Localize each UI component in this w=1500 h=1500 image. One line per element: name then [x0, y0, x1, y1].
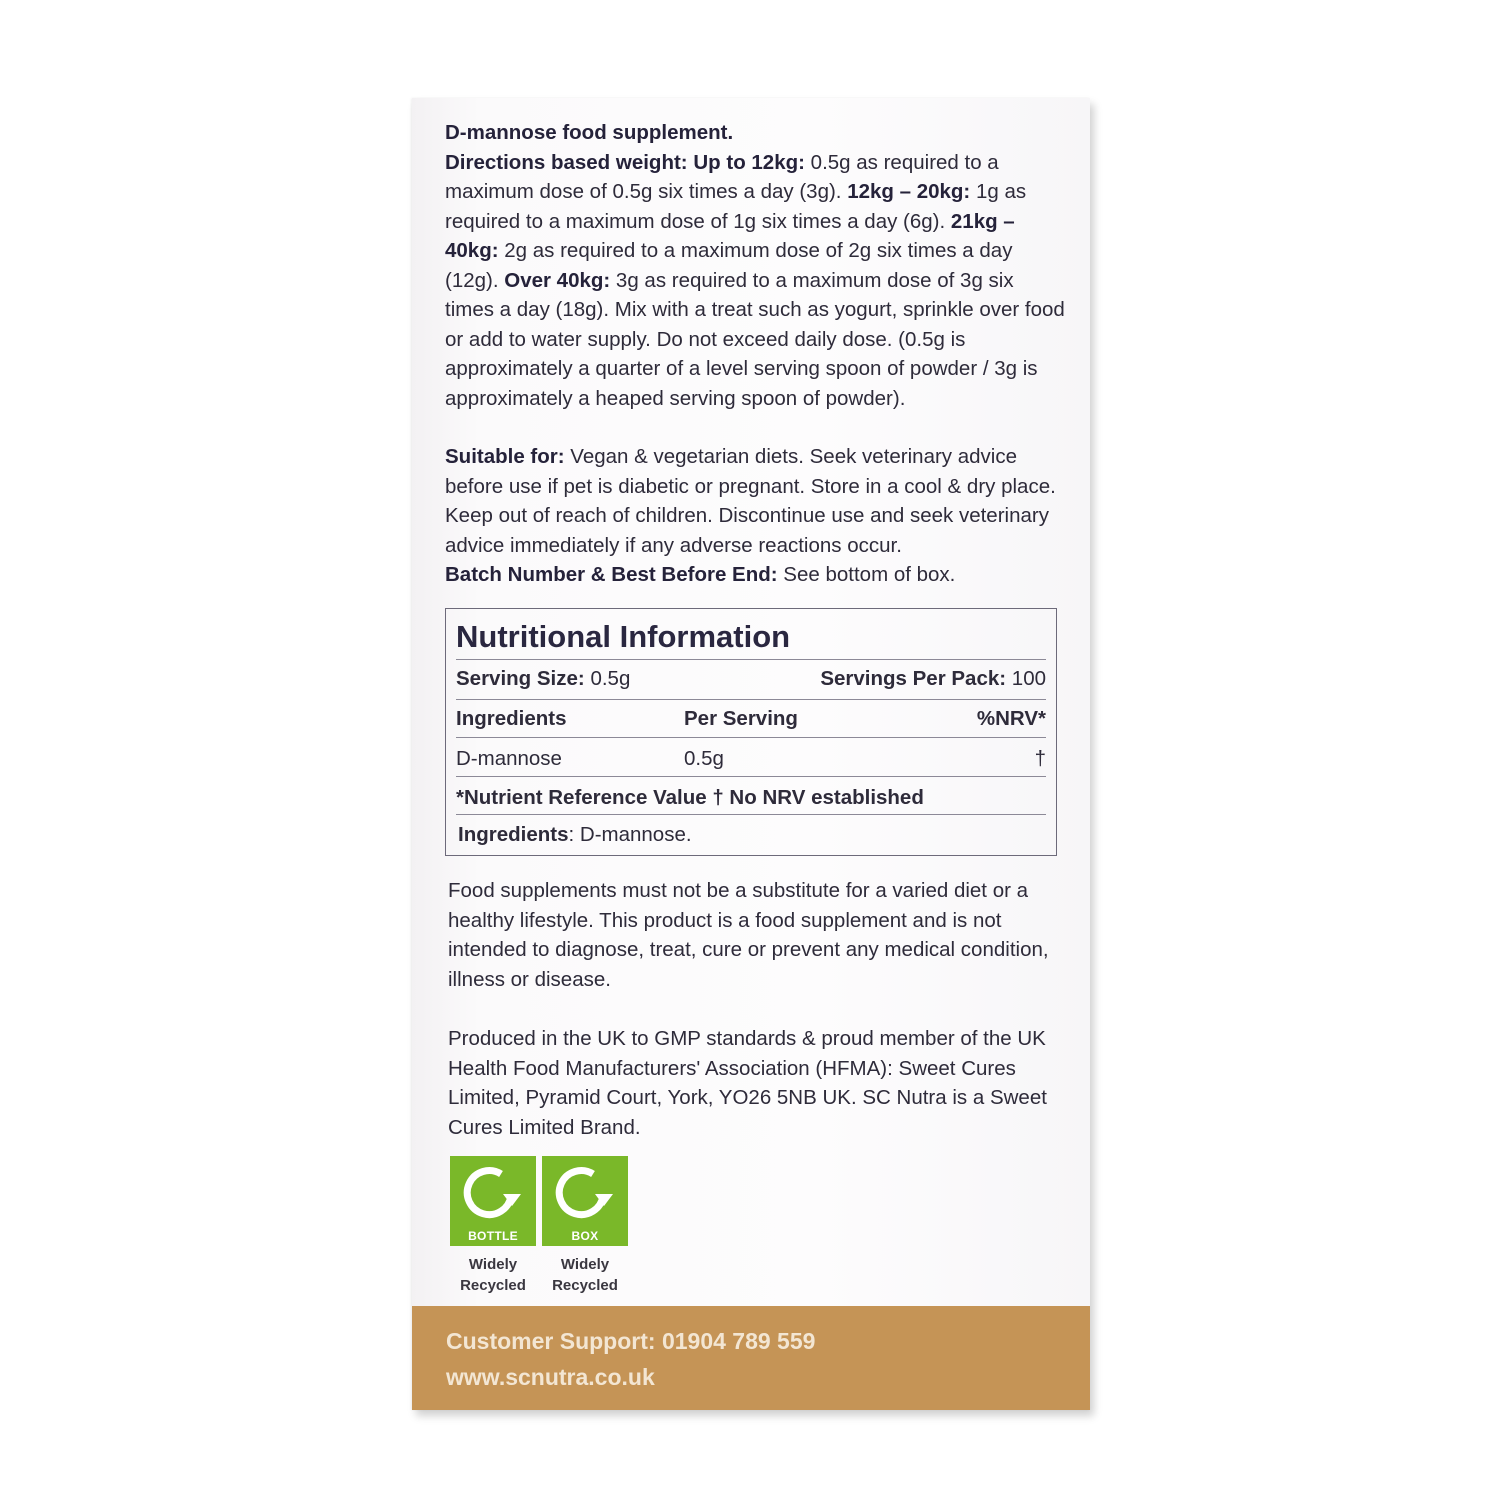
nutrition-divider	[456, 776, 1046, 777]
recycle-tile-label: BOTTLE	[468, 1229, 518, 1243]
recycle-arrow-icon	[553, 1162, 617, 1222]
batch-text: See bottom of box.	[777, 563, 956, 586]
nutrition-title: Nutritional Information	[456, 619, 791, 654]
suitable-label: Suitable for:	[445, 445, 565, 468]
weight-1-text: 0.5g as required to a maximum dose of 0.5g six times a day (3g).	[445, 150, 999, 203]
ingredients-label: Ingredients	[458, 823, 569, 846]
col-per-serving: Per Serving	[684, 707, 798, 730]
row-amount: 0.5g	[684, 747, 724, 770]
nutrition-divider	[456, 737, 1046, 738]
product-title: D-mannose food supplement.	[445, 121, 734, 144]
footer-band	[412, 1306, 1090, 1410]
col-nrv: %NRV*	[976, 707, 1046, 730]
recycle-bottle-badge	[450, 1156, 536, 1296]
recycle-arrow-icon	[461, 1162, 525, 1222]
product-box-back	[412, 98, 1090, 1410]
ingredients-text: : D-mannose.	[568, 823, 692, 846]
recycle-tile-label: BOX	[571, 1229, 599, 1243]
directions-block	[445, 118, 1065, 413]
recycle-caption-line1: Widely	[468, 1256, 518, 1273]
website-link: www.scnutra.co.uk	[446, 1364, 655, 1390]
weight-4-label: Over 40kg:	[504, 268, 611, 292]
nutrition-divider	[456, 814, 1046, 815]
serving-size-label: Serving Size:	[456, 667, 585, 690]
nrv-footnote: *Nutrient Reference Value † No NRV established	[456, 786, 924, 809]
producer-text: Produced in the UK to GMP standards & proud member of the UK Health Food Manufacturers' Association (HFMA): Sweet Cures Limited, Pyramid Court, York, YO26 5NB UK. SC Nutra is a Sweet Cures Limited Brand.	[448, 1027, 1047, 1139]
nutrition-panel	[445, 608, 1057, 856]
weight-3-text: 2g as required to a maximum dose of 2g six times a day (12g).	[445, 239, 1013, 292]
recycle-box-badge	[542, 1156, 628, 1296]
weight-4-text: 3g as required to a maximum dose of 3g six times a day (18g). Mix with a treat such as yogurt, sprinkle over food or add to water supply. Do not exceed daily dose. (0.5g is approximately a quarter of a level serving spoon of powder / 3g is approximately a heaped serving spoon of powder).	[445, 268, 1065, 410]
suitable-text: Vegan & vegetarian diets. Seek veterinary advice before use if pet is diabetic or pregnant. Store in a cool & dry place. Keep out of reach of children. Discontinue use and seek veterinary advice immediately if any adverse reactions occur.	[445, 445, 1056, 557]
recycle-tile	[542, 1156, 628, 1246]
row-nrv: †	[1034, 747, 1046, 770]
servings-label: Servings Per Pack:	[820, 667, 1007, 690]
weight-1-label: Up to 12kg:	[693, 150, 805, 174]
recycle-caption-line2: Recycled	[460, 1277, 526, 1294]
recycle-caption-line1: Widely	[560, 1256, 610, 1273]
customer-support: Customer Support: 01904 789 559	[446, 1328, 816, 1354]
recycle-tile	[450, 1156, 536, 1246]
recycle-caption-line2: Recycled	[552, 1277, 618, 1294]
disclaimer-text: Food supplements must not be a substitute for a varied diet or a healthy lifestyle. This product is a food supplement and is not intended to diagnose, treat, cure or prevent any medical condition, illness or disease.	[448, 879, 1049, 991]
nutrition-divider	[456, 659, 1046, 660]
row-name: D-mannose	[456, 747, 562, 770]
nutrition-divider	[456, 699, 1046, 700]
weight-2-text: 1g as required to a maximum dose of 1g six times a day (6g).	[445, 180, 1027, 233]
batch-label: Batch Number & Best Before End:	[445, 563, 778, 586]
weight-3-label: 21kg – 40kg:	[445, 209, 1015, 262]
servings-value: 100	[1006, 667, 1046, 690]
directions-label: Directions based weight:	[445, 150, 688, 174]
suitability-block	[445, 442, 1065, 590]
serving-size-value: 0.5g	[584, 667, 631, 690]
weight-2-label: 12kg – 20kg:	[847, 180, 971, 203]
col-ingredients: Ingredients	[456, 707, 567, 730]
